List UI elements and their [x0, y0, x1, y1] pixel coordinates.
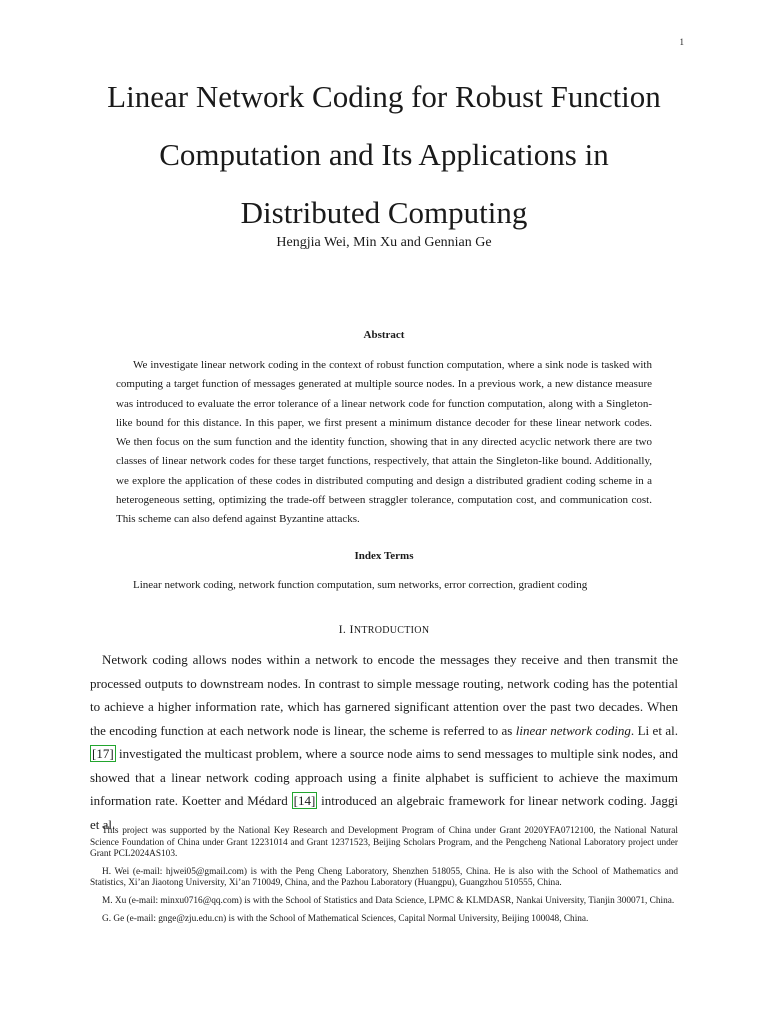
- intro-text: investigated the multicast problem, where a source node aims to send messages to multiple sink nodes, and showed that a linear network coding approach using a finite alphabet is sufficient to achieve the maximum information rate. Koetter and Médard: [90, 746, 678, 808]
- footnotes: [90, 826, 678, 931]
- citation-link[interactable]: [14]: [293, 793, 316, 808]
- introduction-paragraph: [90, 648, 678, 836]
- author-list: Hengjia Wei, Min Xu and Gennian Ge: [276, 235, 492, 250]
- intro-text: . Li et al.: [630, 722, 678, 738]
- section-number: I. I: [338, 622, 354, 636]
- paper-title: [40, 68, 728, 242]
- title-line: Computation and Its Applications in: [159, 137, 609, 172]
- citation-link[interactable]: [17]: [92, 746, 114, 761]
- index-terms-heading: Index Terms: [354, 550, 414, 562]
- intro-text: Network coding allows nodes within a network to encode the messages they receive and then transmit the processed outputs to downstream nodes. In contrast to simple message routing, network coding has the potential to achieve a higher information rate, which has garnered significant attention over the past two decades. When the encoding function at each network node is linear, the scheme is referred to as: [90, 652, 678, 738]
- abstract-body: We investigate linear network coding in the context of robust function computation, where a sink node is tasked with computing a target function of messages generated at multiple source nodes. In a previous work, a new distance measure was introduced to evaluate the error tolerance of a linear network code for function computation, along with a Singleton-like bound for this distance. In this paper, we first present a minimum distance decoder for these linear network codes. We then focus on the sum function and the identity function, showing that in any directed acyclic network there are two classes of linear network codes for these target functions, respectively, that attain the Singleton-like bound. Additionally, we explore the application of these codes in distributed computing and design a distributed gradient coding scheme in a heterogeneous setting, optimizing the trade-off between straggler tolerance, computation cost, and communication cost. This scheme can also defend against Byzantine attacks.: [116, 359, 652, 526]
- title-line: Distributed Computing: [240, 195, 528, 230]
- footnote-author: G. Ge (e-mail: gnge@zju.edu.cn) is with the School of Mathematical Sciences, Capital Normal University, Beijing 100048, China.: [102, 913, 589, 924]
- footnote-funding: This project was supported by the National Key Research and Development Program of China under Grant 2020YFA0712100, the National Natural Science Foundation of China under Grant 12231014 and Grant 12371523, Beijing Scholars Program, and the Pengcheng National Laboratory project under Grant PCL2024AS103.: [90, 826, 678, 860]
- footnote-author: M. Xu (e-mail: minxu0716@qq.com) is with the School of Statistics and Data Science, LPMC & KLMDASR, Nankai University, Tianjin 300071, China.: [102, 895, 675, 906]
- footnote-author: H. Wei (e-mail: hjwei05@gmail.com) is with the Peng Cheng Laboratory, Shenzhen 518055, China. He is also with the School of Mathematics and Statistics, Xi’an Jiaotong University, Xi’an 710049, China, and the Pazhou Laboratory (Huangpu), Guangzhou 510555, China.: [90, 866, 678, 889]
- section-title: NTRODUCTION: [353, 625, 430, 636]
- intro-emphasis: linear network coding: [515, 722, 631, 738]
- intro-text: introduced an algebraic framework for linear network coding. Jaggi et al.: [90, 793, 678, 832]
- section-heading: [0, 622, 768, 637]
- abstract-heading: Abstract: [363, 329, 405, 341]
- index-terms-body: Linear network coding, network function computation, sum networks, error correction, gradient coding: [133, 579, 588, 591]
- title-line: Linear Network Coding for Robust Function: [107, 79, 661, 114]
- page-number: 1: [679, 37, 684, 47]
